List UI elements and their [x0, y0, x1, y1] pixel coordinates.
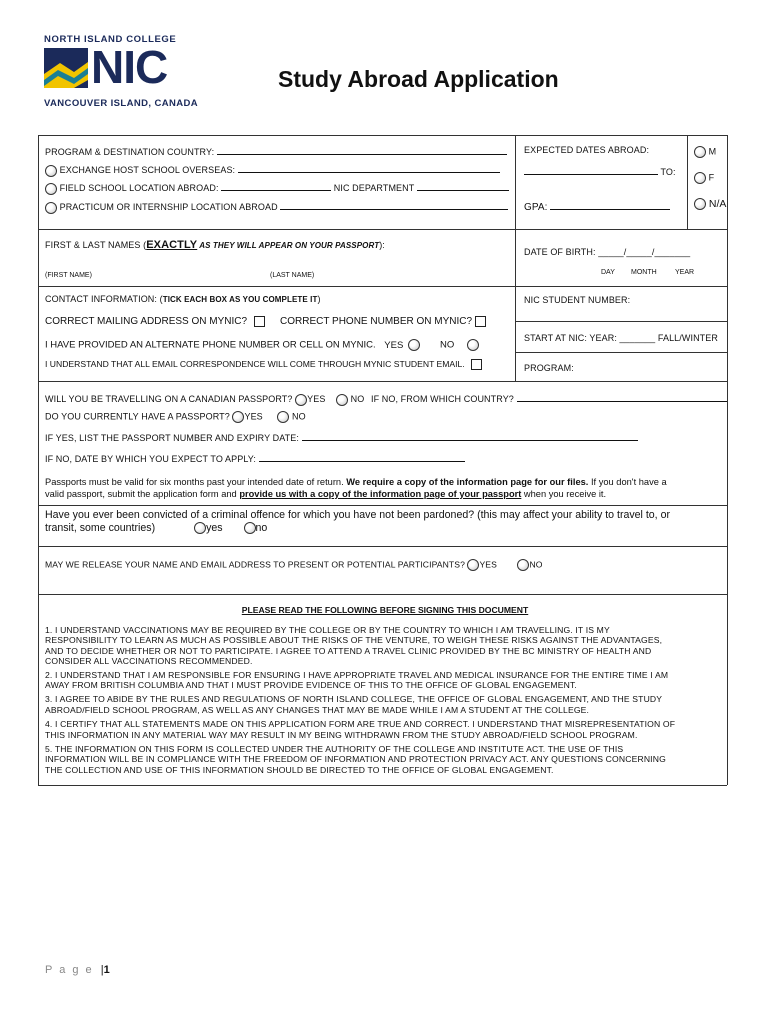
row-divider: [38, 286, 727, 287]
have-passport-yes-radio[interactable]: [232, 411, 244, 423]
logo: [44, 34, 199, 114]
row-divider: [38, 229, 727, 230]
passport-number-input[interactable]: [302, 432, 638, 441]
row-divider: [515, 321, 727, 322]
contact-heading: CONTACT INFORMATION: (TICK EACH BOX AS YOU COMPLETE IT): [45, 294, 321, 304]
canadian-passport-row: WILL YOU BE TRAVELLING ON A CANADIAN PASSPORT? YES NO IF NO, FROM WHICH COUNTRY?: [45, 393, 727, 406]
field-school-option[interactable]: FIELD SCHOOL LOCATION ABROAD: NIC DEPARTMENT: [45, 182, 509, 195]
dob-year-caption: YEAR: [675, 269, 695, 276]
dob-month-caption: MONTH: [631, 269, 657, 276]
page-number: P a g e |1: [45, 964, 110, 976]
gender-na-radio[interactable]: [694, 198, 706, 210]
terms-item: 2. I UNDERSTAND THAT I AM RESPONSIBLE FOR ENSURING I HAVE APPROPRIATE TRAVEL AND MEDICAL INSURANCE FOR THE ENTIRE TIME I AM AWAY FROM BRITISH COLUMBIA AND THAT I MUST PROVIDE EVIDENCE OF THIS TO THE OFFICE OF GLOBAL ENGAGEMENT.: [45, 669, 669, 691]
release-no-radio[interactable]: [517, 559, 529, 571]
dates-label: EXPECTED DATES ABROAD:: [524, 145, 650, 155]
page-title: Study Abroad Application: [278, 66, 559, 92]
form-bottom-border: [38, 785, 727, 786]
alt-phone-yes-radio[interactable]: [408, 339, 420, 351]
logo-org-name: NORTH ISLAND COLLEGE: [44, 34, 177, 45]
field-school-radio[interactable]: [45, 183, 57, 195]
exchange-input[interactable]: [238, 164, 500, 173]
exchange-option[interactable]: EXCHANGE HOST SCHOOL OVERSEAS:: [45, 164, 500, 177]
row-divider: [515, 352, 727, 353]
alt-phone-no: NO: [440, 339, 479, 351]
form-top-border: [38, 135, 727, 136]
convicted-question: Have you ever been convicted of a criminal offence for which you have not been pardoned? (this may affect your ability to travel to, or transit, some countries) yes no: [45, 509, 670, 534]
dob-day-caption: DAY: [601, 269, 615, 276]
passport-validity-note: Passports must be valid for six months past your intended date of return. We require a copy of the information page for our files. If you don't have a valid passport, submit the application form and provide us with a copy of the information page of your passport when you receive it.: [45, 477, 667, 499]
apply-date-row: IF NO, DATE BY WHICH YOU EXPECT TO APPLY:: [45, 453, 465, 464]
gender-f-radio[interactable]: [694, 172, 706, 184]
gpa-input[interactable]: [550, 201, 670, 210]
release-yes-radio[interactable]: [467, 559, 479, 571]
gender-divider: [687, 135, 688, 229]
alt-phone-no-radio[interactable]: [467, 339, 479, 351]
gender-na-option[interactable]: N/A: [694, 198, 726, 210]
gender-m-radio[interactable]: [694, 146, 706, 158]
last-name-caption: (LAST NAME): [270, 272, 315, 279]
nic-dept-input[interactable]: [417, 182, 509, 191]
row-divider: [38, 381, 727, 382]
gender-m-option[interactable]: M: [694, 146, 716, 158]
form-left-border: [38, 135, 39, 785]
dates-field: TO:: [524, 166, 676, 177]
nic-program-label: PROGRAM:: [524, 363, 574, 373]
mailing-check-row[interactable]: CORRECT MAILING ADDRESS ON MYNIC?: [45, 316, 265, 327]
phone-check-row[interactable]: CORRECT PHONE NUMBER ON MYNIC?: [280, 316, 486, 327]
apply-date-input[interactable]: [259, 453, 465, 462]
practicum-input[interactable]: [280, 201, 508, 210]
canadian-no-radio[interactable]: [336, 394, 348, 406]
terms-item: 4. I CERTIFY THAT ALL STATEMENTS MADE ON THIS APPLICATION FORM ARE TRUE AND CORRECT. I UNDERSTAND THAT MISREPRESENTATION OF THIS INFORMATION IN ANY MATERIAL WAY MAY RESULT IN MY BEING WITHDRAWN FROM THE STUDY ABROAD/FIELD SCHOOL PROGRAM.: [45, 719, 676, 740]
alt-phone-row: I HAVE PROVIDED AN ALTERNATE PHONE NUMBER OR CELL ON MYNIC. YES: [45, 339, 420, 351]
dob-input[interactable]: _____/_____/_______: [598, 247, 691, 257]
convicted-yes-radio[interactable]: [194, 522, 206, 534]
logo-region: VANCOUVER ISLAND, CANADA: [44, 98, 199, 109]
terms-item: 3. I AGREE TO ABIDE BY THE RULES AND REGULATIONS OF NORTH ISLAND COLLEGE, THE OFFICE OF GLOBAL ENGAGEMENT, AND THE STUDY ABROAD/FIELD SCHOOL PROGRAM, AS WELL AS ANY CHANGES THAT MAY BE MADE WHILE I AM A STUDENT AT THE COLLEGE.: [45, 694, 663, 715]
convicted-no-radio[interactable]: [244, 522, 256, 534]
release-row: MAY WE RELEASE YOUR NAME AND EMAIL ADDRESS TO PRESENT OR POTENTIAL PARTICIPANTS? YES NO: [45, 559, 543, 570]
practicum-option[interactable]: PRACTICUM OR INTERNSHIP LOCATION ABROAD: [45, 201, 508, 214]
have-passport-no-radio[interactable]: [277, 411, 289, 423]
logo-mark-text: NIC: [91, 41, 168, 93]
form-right-border: [727, 135, 728, 785]
exchange-radio[interactable]: [45, 165, 57, 177]
field-school-input[interactable]: [221, 182, 331, 191]
gender-f-option[interactable]: F: [694, 172, 714, 184]
column-divider: [515, 135, 516, 381]
have-passport-row: DO YOU CURRENTLY HAVE A PASSPORT? YES NO: [45, 411, 306, 422]
start-at-nic-label: START AT NIC: YEAR: _______ FALL/WINTER: [524, 333, 718, 343]
row-divider: [38, 546, 727, 547]
terms-heading: PLEASE READ THE FOLLOWING BEFORE SIGNING THIS DOCUMENT: [241, 605, 529, 615]
terms-list: [45, 625, 725, 775]
which-country-input[interactable]: [517, 393, 727, 402]
logo-mark-icon: [44, 48, 88, 88]
dob-field: DATE OF BIRTH: _____/_____/_______: [524, 247, 691, 257]
phone-checkbox[interactable]: [475, 316, 486, 327]
terms-item: 5. THE INFORMATION ON THIS FORM IS COLLECTED UNDER THE AUTHORITY OF THE COLLEGE AND INSTITUTE ACT. THE USE OF THIS INFORMATION WILL BE IN COMPLIANCE WITH THE FREEDOM OF INFORMATION AND PROTECTION PRIVACY ACT. ANY QUESTIONS CONCERNING THE COLLECTION AND USE OF THIS INFORMATION SHOULD BE DIRECTED TO THE OFFICE OF GLOBAL ENGAGEMENT.: [45, 744, 666, 775]
dates-input[interactable]: [524, 166, 658, 175]
email-checkbox[interactable]: [471, 359, 482, 370]
canadian-yes-radio[interactable]: [295, 394, 307, 406]
program-field: PROGRAM & DESTINATION COUNTRY:: [45, 146, 507, 157]
first-name-caption: (FIRST NAME): [45, 272, 92, 279]
row-divider: [38, 594, 727, 595]
gpa-field: GPA:: [524, 201, 670, 213]
student-number-label: NIC STUDENT NUMBER:: [524, 295, 631, 305]
mailing-checkbox[interactable]: [254, 316, 265, 327]
passport-number-row: IF YES, LIST THE PASSPORT NUMBER AND EXPIRY DATE:: [45, 432, 638, 443]
row-divider: [38, 505, 727, 506]
names-label: FIRST & LAST NAMES (EXACTLY AS THEY WILL APPEAR ON YOUR PASSPORT):: [45, 239, 385, 251]
practicum-radio[interactable]: [45, 202, 57, 214]
email-check-row[interactable]: I UNDERSTAND THAT ALL EMAIL CORRESPONDENCE WILL COME THROUGH MYNIC STUDENT EMAIL.: [45, 359, 482, 370]
program-input[interactable]: [217, 146, 507, 155]
terms-item: 1. I UNDERSTAND VACCINATIONS MAY BE REQUIRED BY THE COLLEGE OR BY THE COUNTRY TO WHICH I AM TRAVELLING. IT IS MY RESPONSIBILITY TO LEARN AS MUCH AS POSSIBLE ABOUT THE RISKS OF THE VENTURE, TO WEIGH THESE RISKS AGAINST THE ADVANTAGES, AND TO DECIDE WHETHER OR NOT TO PARTICIPATE. I AGREE TO ATTEND A TRAVEL CLINIC PROVIDED BY THE BC MINISTRY OF HEALTH AND CONSIDER ALL VACCINATIONS RECOMMENDED.: [45, 625, 663, 667]
